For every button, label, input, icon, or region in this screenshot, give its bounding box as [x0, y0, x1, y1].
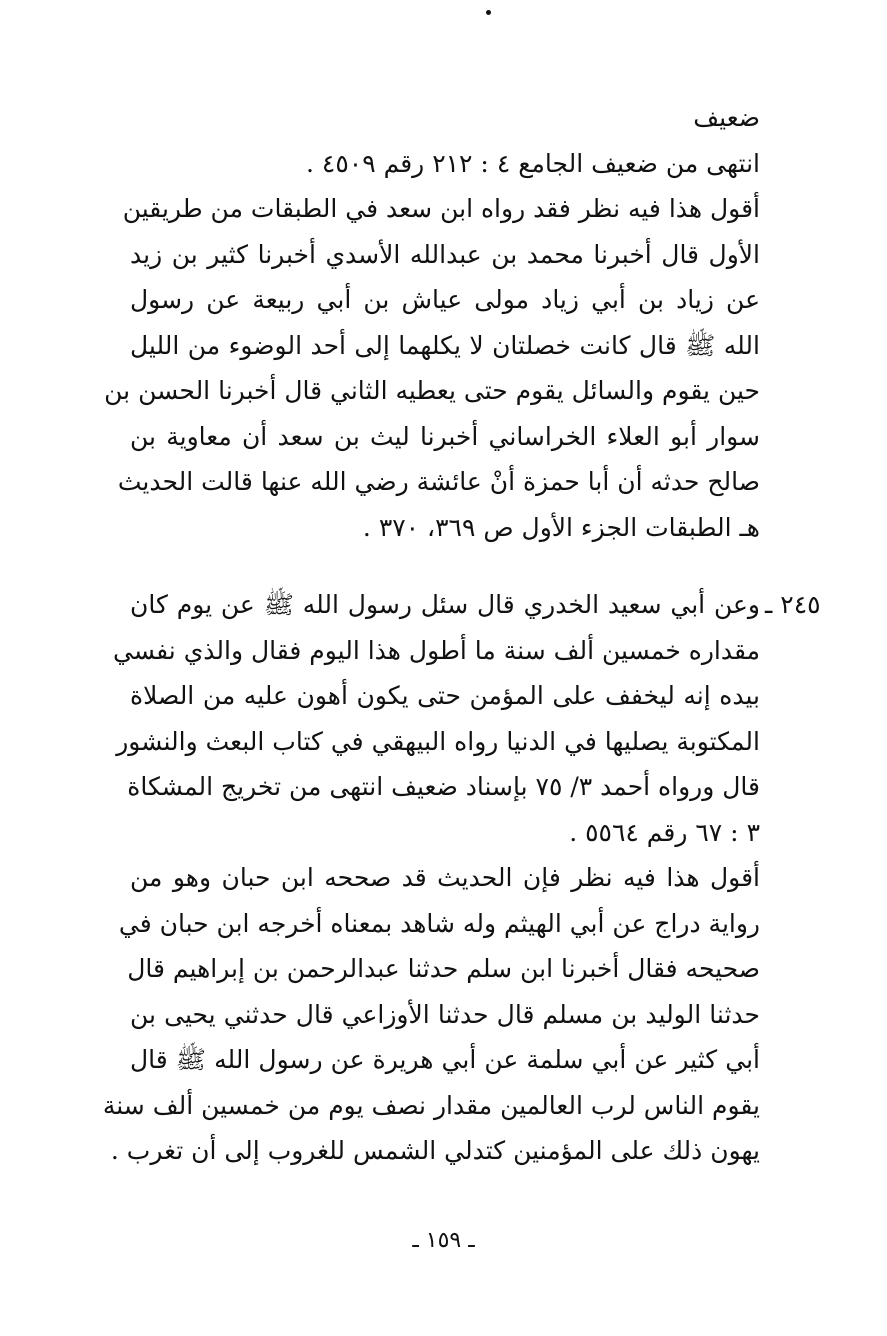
paragraph-hadith-245 [102, 582, 760, 1174]
text-line: يقوم الناس لرب العالمين مقدار نصف يوم من خمسين ألف سنة [102, 1090, 760, 1120]
text-line: صالح حدثه أن أبا حمزة أنْ عائشة رضي الله عنها قالت الحديث [117, 467, 760, 496]
text-line: أقول هذا فيه نظر فإن الحديث قد صححه ابن حبان وهو من [130, 863, 760, 892]
text-line: انتهى من ضعيف الجامع ٤ : ٢١٢ رقم ٤٥٠٩ . [306, 148, 760, 178]
page-number: ـ ١٥٩ ـ [412, 1228, 475, 1253]
text-line: صحيحه فقال أخبرنا ابن سلم حدثنا عبدالرحمن بن إبراهيم قال [127, 954, 760, 983]
top-dot-mark [486, 10, 491, 15]
text-line: ضعيف [693, 103, 760, 132]
text-line: سوار أبو العلاء الخراساني أخبرنا ليث بن سعد أن معاوية بن [130, 421, 760, 451]
text-line: بيده إنه ليخفف على المؤمن حتى يكون أهون عليه من الصلاة [130, 681, 760, 710]
hadith-number: ٢٤٥ ـ [765, 590, 821, 619]
text-line: حدثنا الوليد بن مسلم قال حدثنا الأوزاعي قال حدثني يحيى بن [130, 999, 760, 1029]
text-line: ٣ : ٦٧ رقم ٥٥٦٤ . [569, 817, 760, 847]
text-line: حين يقوم والسائل يقوم حتى يعطيه الثاني قال أخبرنا الحسن بن [104, 376, 760, 405]
text-line: أقول هذا فيه نظر فقد رواه ابن سعد في الطبقات من طريقين [122, 194, 760, 223]
text-line: وعن أبي سعيد الخدري قال سئل رسول الله ﷺ عن يوم كان [130, 590, 760, 619]
text-line: عن زياد بن أبي زياد مولى عياش بن أبي ربيعة عن رسول [130, 285, 760, 314]
text-line: أبي كثير عن أبي سلمة عن أبي هريرة عن رسول الله ﷺ قال [130, 1045, 760, 1074]
paragraph-weak-hadith-commentary [104, 95, 760, 550]
text-line: المكتوبة يصليها في الدنيا رواه البيهقي في كتاب البعث والنشور [116, 726, 760, 756]
text-line: رواية دراج عن أبي الهيثم وله شاهد بمعناه أخرجه ابن حبان في [118, 908, 760, 938]
text-line: يهون ذلك على المؤمنين كتدلي الشمس للغروب إلى أن تغرب . [110, 1136, 760, 1165]
text-line: قال ورواه أحمد ٣/ ٧٥ بإسناد ضعيف انتهى من تخريج المشكاة [127, 772, 760, 801]
text-line: الله ﷺ قال كانت خصلتان لا يكلهما إلى أحد الوضوء من الليل [130, 330, 760, 360]
text-line: مقداره خمسين ألف سنة ما أطول هذا اليوم فقال والذي نفسي [113, 635, 760, 665]
text-line: هـ الطبقات الجزء الأول ص ٣٦٩، ٣٧٠ . [362, 512, 760, 542]
text-line: الأول قال أخبرنا محمد بن عبدالله الأسدي أخبرنا كثير بن زيد [130, 239, 760, 269]
